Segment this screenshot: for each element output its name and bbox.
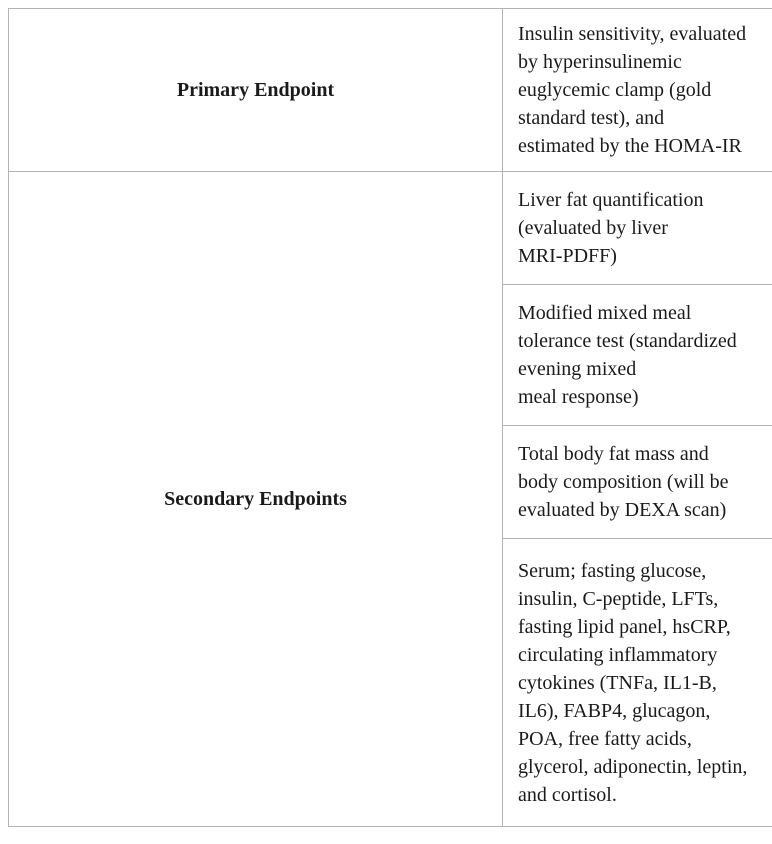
secondary-endpoints-label: Secondary Endpoints	[9, 172, 503, 827]
primary-endpoint-row	[9, 9, 772, 172]
secondary-endpoint-serum: Serum; fasting glucose, insulin, C-peptide, LFTs, fasting lipid panel, hsCRP, circulating inflammatory cytokines (TNFa, IL1-B, IL6), FABP4, glucagon, POA, free fatty acids, glycerol, adiponectin, leptin, and cortisol.	[503, 539, 772, 827]
endpoints-table	[8, 8, 772, 827]
secondary-endpoint-liver-fat: Liver fat quantification (evaluated by liver MRI-PDFF)	[503, 172, 772, 285]
secondary-endpoint-mixed-meal: Modified mixed meal tolerance test (standardized evening mixed meal response)	[503, 285, 772, 426]
secondary-endpoint-row	[9, 172, 772, 285]
primary-endpoint-label: Primary Endpoint	[9, 9, 503, 172]
primary-endpoint-description: Insulin sensitivity, evaluated by hyperinsulinemic euglycemic clamp (gold standard test), and estimated by the HOMA-IR	[503, 9, 772, 172]
secondary-endpoint-body-fat: Total body fat mass and body composition (will be evaluated by DEXA scan)	[503, 426, 772, 539]
